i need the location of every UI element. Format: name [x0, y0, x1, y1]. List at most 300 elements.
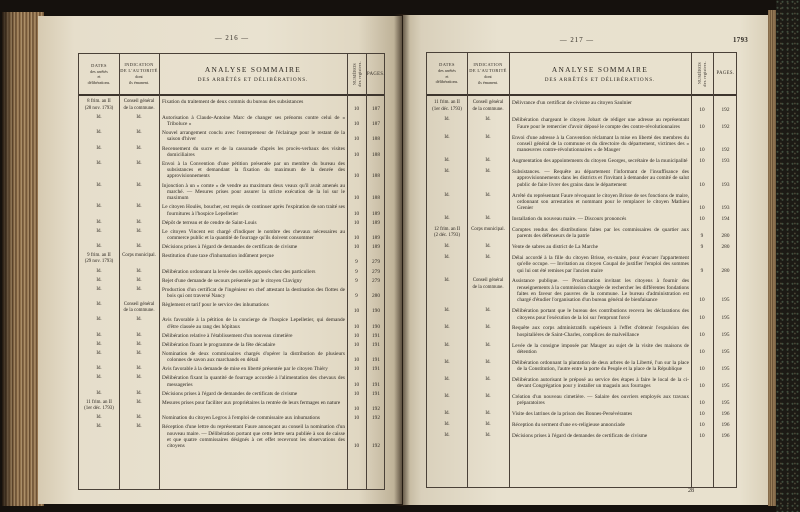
- table-row: [79, 350, 384, 365]
- entry-register-number: 10: [699, 422, 705, 429]
- entry-page-number: 196: [721, 433, 730, 440]
- entry-date: Id.: [444, 158, 450, 164]
- table-row: [79, 316, 384, 331]
- entry-authority: Id.: [136, 399, 142, 405]
- entry-analysis: Délibération chargeant le citoyen Jobart de rédiger une adresse au représentant Faure pour le remercier d'avoir déposé le compte des contre-révolutionnaires: [512, 117, 689, 130]
- header-line: DATES: [439, 62, 455, 68]
- entry-date: Id.: [444, 308, 450, 314]
- entry-register-number: 10: [699, 106, 705, 113]
- entry-authority: Id.: [485, 308, 491, 314]
- entry-date: 12 frim. an II (2 déc. 1793): [433, 226, 461, 239]
- entry-date: Id.: [444, 422, 450, 428]
- entry-analysis: Comptes rendus des distributions faites par les commissaires de quartier aux parents des défenseurs de la patrie: [512, 226, 689, 240]
- authority-column-header: [119, 54, 159, 94]
- entry-analysis: Réception du serment d'une ex-religieuse annonciade: [512, 422, 625, 429]
- entry-authority: Id.: [136, 341, 142, 347]
- header-line: des registres.: [702, 60, 707, 87]
- entry-authority: Conseil général de la commune.: [472, 278, 504, 290]
- entry-authority: Id.: [136, 114, 142, 120]
- table-header: [427, 53, 736, 96]
- entry-authority: Id.: [485, 422, 491, 428]
- entry-authority: Id.: [136, 277, 142, 283]
- entry-page-number: 192: [372, 406, 380, 413]
- page-number: — 217 —: [559, 37, 595, 44]
- entry-analysis: Nouvel arrangement conclu avec l'entrepreneur de l'éclairage pour le restant de la saison d'hiver: [162, 130, 345, 143]
- table-row: [79, 365, 384, 374]
- entry-analysis: Autorisation à Claude-Antoine Marc de changer ses prénoms contre celui de « Triboluce »: [162, 114, 345, 128]
- entry-page-number: 188: [372, 136, 380, 143]
- entry-authority: Id.: [485, 394, 491, 400]
- table-row: [79, 243, 384, 252]
- entry-register-number: 10: [353, 390, 360, 397]
- header-line: ils émanent.: [128, 80, 150, 85]
- table-row: [79, 276, 384, 285]
- entry-authority: Id.: [136, 332, 142, 338]
- entry-authority: Id.: [136, 350, 142, 356]
- table-row: [79, 160, 384, 182]
- entry-register-number: 9: [355, 292, 358, 299]
- header-title: ANALYSE SOMMAIRE: [551, 64, 649, 74]
- entry-register-number: 10: [353, 415, 360, 422]
- table-row: [427, 306, 736, 323]
- table-row: [79, 423, 384, 451]
- entry-page-number: 195: [721, 400, 730, 407]
- entry-analysis: Mesures prises pour faciliter aux propriétaires la rentrée de leurs fermages en nature: [162, 399, 341, 406]
- entry-date: Id.: [96, 268, 102, 274]
- entry-page-number: 188: [372, 195, 380, 202]
- table-row: [427, 358, 736, 375]
- entry-analysis: Délibération portant que le bureau des contributions recevra les déclarations des citoyens pour l'exécution de la loi sur l'emprunt forcé: [512, 308, 689, 321]
- entry-date: Id.: [96, 244, 102, 250]
- entry-date: Id.: [96, 219, 102, 225]
- entry-authority: Id.: [136, 182, 142, 188]
- header-line: ils émanent.: [477, 79, 499, 85]
- entry-page-number: 187: [372, 121, 380, 128]
- table-row: [427, 392, 736, 409]
- table-row: [427, 115, 736, 132]
- entry-analysis: Délibération autorisant le préposé au service des étapes à faire le local de la ci-devant Congrégation pour y installer un magasin aux fourrages: [512, 377, 689, 390]
- entry-page-number: 193: [721, 181, 730, 188]
- entry-authority: Corps municipal.: [122, 253, 156, 259]
- entry-page-number: 195: [721, 314, 730, 321]
- entry-analysis: Nomination de deux commissaires chargés d'opérer la distribution de plusieurs colonnes de savon aux marchands en détail: [162, 350, 345, 364]
- entry-date: Id.: [96, 228, 102, 234]
- entry-date: Id.: [444, 244, 450, 250]
- entry-page-number: 194: [721, 216, 730, 223]
- table-row: [427, 132, 736, 155]
- entry-authority: Id.: [136, 219, 142, 225]
- entry-register-number: 10: [699, 147, 705, 154]
- entry-page-number: 192: [721, 147, 730, 154]
- entry-page-number: 187: [372, 105, 380, 112]
- entry-analysis: Décisions prises à l'égard de demandes de certificats de civisme: [162, 390, 298, 397]
- table-row: [79, 374, 384, 389]
- entry-register-number: 10: [699, 400, 705, 407]
- entry-authority: Id.: [485, 433, 491, 439]
- entry-date: Id.: [444, 169, 450, 175]
- entry-authority: Id.: [136, 228, 142, 234]
- entry-register-number: 10: [353, 210, 360, 217]
- header-line: délibérations.: [87, 79, 111, 85]
- table-row: [427, 253, 736, 276]
- header-line: délibérations.: [435, 79, 459, 85]
- entry-register-number: 10: [353, 381, 360, 388]
- entry-date: 8 frim. an II (28 nov. 1793): [84, 99, 114, 111]
- entry-authority: Corps municipal.: [471, 226, 505, 232]
- entry-date: Id.: [444, 216, 450, 222]
- entry-analysis: Subsistances. — Requête au département l'informant de l'insuffisance des approvisionnements dans les districts et l'invitant à demander au comité de salut public de faire livrer des grains dans le département: [512, 169, 689, 188]
- entry-authority: Conseil général de la commune.: [123, 99, 155, 111]
- entry-register-number: 9: [355, 259, 358, 266]
- header-title: ANALYSE SOMMAIRE: [204, 65, 302, 74]
- dates-column-header: [79, 54, 119, 94]
- entry-register-number: 10: [353, 366, 360, 373]
- entry-register-number: 10: [699, 411, 705, 418]
- table-row: [79, 340, 384, 349]
- entry-analysis: Visite des latrines de la prison des Bonnes-Persévérantes: [512, 411, 633, 418]
- entry-authority: Id.: [485, 117, 491, 123]
- entry-page-number: 191: [372, 357, 380, 364]
- analysis-column-header: [509, 53, 691, 94]
- entry-register-number: 10: [353, 219, 360, 226]
- table-row: [79, 301, 384, 316]
- entry-analysis: Vente de sabres au district de La Marche: [512, 244, 599, 251]
- entry-register-number: 10: [699, 314, 705, 321]
- book-cover: [776, 0, 800, 512]
- entry-analysis: Fixation du traitement de deux commis du bureau des subsistances: [162, 99, 304, 106]
- entry-authority: Id.: [136, 130, 142, 136]
- table-row: [427, 276, 736, 306]
- entry-page-number: 188: [372, 151, 380, 158]
- page-edges-right: [768, 10, 776, 506]
- entry-authority: Id.: [485, 134, 491, 140]
- entry-date: Id.: [444, 325, 450, 331]
- entry-date: Id.: [444, 377, 450, 382]
- entry-page-number: 279: [372, 268, 380, 275]
- table-row: [427, 225, 736, 242]
- entry-page-number: 195: [721, 331, 730, 338]
- entry-analysis: Envoi à la Convention d'une pétition présentée par un membre du bureau des subsistances et demandant la fixation du maximum de la denrée des approvisionnements: [162, 160, 345, 180]
- entry-analysis: Décisions prises à l'égard de demandes de certificats de civisme: [512, 433, 648, 440]
- entry-date: 11 frim. an II (1er déc. 1793): [432, 100, 462, 112]
- entry-register-number: 10: [353, 105, 360, 112]
- registers-column-header: [347, 54, 366, 94]
- entry-date: 9 frim. an II (29 nov. 1793): [84, 253, 114, 265]
- entry-register-number: 10: [699, 297, 705, 304]
- entry-authority: Id.: [485, 192, 491, 198]
- entry-authority: Id.: [136, 415, 142, 421]
- entry-register-number: 10: [699, 205, 705, 212]
- entry-page-number: 191: [372, 332, 380, 339]
- entry-page-number: 193: [721, 158, 730, 165]
- table-row: [427, 156, 736, 167]
- entry-date: Id.: [96, 204, 102, 210]
- entry-authority: Conseil général de la commune.: [123, 302, 155, 314]
- table-row: [427, 431, 736, 442]
- entry-authority: Id.: [136, 390, 142, 396]
- table-row: [427, 420, 736, 431]
- entry-authority: Id.: [485, 359, 491, 365]
- entry-page-number: 189: [372, 210, 380, 217]
- entry-date: Id.: [444, 359, 450, 365]
- book-gutter: [394, 14, 410, 506]
- entry-page-number: 191: [372, 341, 380, 348]
- header-line: des registres.: [356, 61, 362, 87]
- entry-authority: Id.: [136, 317, 142, 323]
- table-row: [79, 218, 384, 227]
- entry-page-number: 280: [721, 267, 730, 274]
- table-row: [79, 331, 384, 340]
- entry-date: Id.: [96, 366, 102, 372]
- table-row: [427, 323, 736, 340]
- table-row: [427, 167, 736, 190]
- entry-date: Id.: [96, 302, 102, 308]
- entry-page-number: 192: [372, 443, 380, 450]
- table-row: [427, 340, 736, 357]
- entry-authority: Id.: [136, 286, 142, 292]
- table-row: [79, 267, 384, 276]
- entry-analysis: Délibération relative à l'établissement d'un nouveau cimetière: [162, 332, 293, 339]
- entry-analysis: Réception d'une lettre du représentant Faure annonçant au conseil la nomination d'un nouveau maire. — Délibération portant que cette lettre sera publiée à son de caisse et que quatre commissaires désignés à cet effet recevront les observations des citoyens: [162, 424, 345, 450]
- entry-date: Id.: [96, 415, 102, 421]
- header-line: PAGES.: [367, 71, 385, 77]
- entry-analysis: Requête aux corps administratifs supérieurs à l'effet d'obtenir l'expulsion des hospitalières de Saint-Charles, complices de malveillance: [512, 325, 689, 338]
- entry-date: Id.: [444, 278, 450, 284]
- pages-column-header: [366, 54, 386, 94]
- entry-analysis: Création d'un nouveau cimetière. — Salaire des ouvriers employés aux travaux préparatoires: [512, 394, 689, 407]
- entry-analysis: Arrêté du représentant Faure révoquant le citoyen Brisse de ses fonctions de maire, ordonnant son arrestation et nommant pour le remplacer le citoyen Mathieu Grenier: [512, 192, 689, 212]
- entry-date: Id.: [444, 411, 450, 417]
- dates-column-header: [427, 53, 467, 94]
- entry-page-number: 191: [372, 366, 380, 373]
- entry-date: Id.: [96, 160, 102, 166]
- entry-page-number: 192: [721, 123, 730, 130]
- entry-authority: Id.: [136, 145, 142, 151]
- header-line: PAGES.: [716, 71, 735, 76]
- entry-date: 11 frim. an II (1er déc. 1793): [84, 399, 114, 412]
- entry-date: Id.: [96, 317, 102, 323]
- table-row: [427, 98, 736, 115]
- entry-page-number: 279: [372, 259, 380, 266]
- entry-date: Id.: [96, 350, 102, 356]
- entry-analysis: Envoi d'une adresse à la Convention réclamant la mise en liberté des membres du conseil général de la commune et du directoire du département, victimes des « manœuvres contre-révolutionnaires » de Mauger: [512, 134, 689, 154]
- entry-analysis: Injonction à un « comte » de vendre au maximum deux veaux qu'il avait amenés au marché. — Mesures prises pour assurer la stricte exécution de la loi sur le maximum: [162, 182, 345, 202]
- page-number: — 216 —: [214, 35, 250, 42]
- entry-analysis: Le citoyen Houlès, boucher, est requis de continuer après l'expiration de son traité ses fournitures à l'hospice Lepelletier: [162, 204, 345, 217]
- running-year: 1793: [733, 37, 749, 44]
- entry-page-number: 192: [721, 106, 730, 113]
- entry-register-number: 10: [353, 308, 360, 315]
- entry-analysis: Production d'un certificat de l'ingénieur en chef attestant la destination des flottes de bois qui ont traversé Nancy: [162, 286, 345, 299]
- entry-page-number: 280: [721, 233, 730, 240]
- entry-page-number: 189: [372, 234, 380, 241]
- entry-authority: Id.: [136, 424, 142, 430]
- entry-page-number: 279: [372, 277, 380, 284]
- header-line: dont: [484, 73, 492, 79]
- entry-analysis: Délai accordé à la fille du citoyen Brisse, ex-maire, pour évacuer l'appartement qu'elle occupe. — Invitation au citoyen Coupal de justifier l'emploi des sommes qui lui ont été remises par l'ancien maire: [512, 254, 689, 274]
- table-row: [427, 375, 736, 392]
- entry-analysis: Rejet d'une demande de secours présentée par le citoyen Clavigny: [162, 277, 302, 284]
- entry-date: Id.: [444, 134, 450, 140]
- entry-register-number: 10: [699, 331, 705, 338]
- entry-analysis: Avis favorable à la demande de mise en liberté présentée par le citoyen Thiéry: [162, 366, 328, 373]
- entry-register-number: 10: [353, 136, 360, 143]
- entry-authority: Id.: [485, 377, 491, 382]
- entry-register-number: 9: [700, 233, 704, 240]
- pages-column-header: [713, 53, 738, 94]
- entry-analysis: Délibération ordonnant la plantation de deux arbres de la Liberté, l'un sur la place de la Constitution, l'autre entre la porte du Peuple et la place de la République: [512, 359, 689, 373]
- entry-date: Id.: [96, 277, 102, 283]
- entry-analysis: Délibération ordonnant la levée des scellés apposés chez des particuliers: [162, 268, 316, 275]
- table-row: [79, 252, 384, 267]
- entry-date: Id.: [96, 424, 102, 430]
- table-row: [79, 113, 384, 128]
- entry-date: Id.: [96, 286, 102, 292]
- entry-page-number: 189: [372, 219, 380, 226]
- table-row: [427, 409, 736, 420]
- entry-page-number: 195: [721, 366, 730, 373]
- entry-page-number: 195: [721, 348, 730, 355]
- table-row: [79, 389, 384, 398]
- entry-page-number: 190: [372, 323, 380, 330]
- entry-authority: Id.: [136, 204, 142, 210]
- entry-authority: Id.: [485, 254, 491, 260]
- entry-page-number: 280: [721, 244, 730, 251]
- entry-analysis: Décisions prises à l'égard de demandes de certificats de civisme: [162, 244, 298, 251]
- entry-authority: Id.: [485, 342, 491, 348]
- entry-analysis: Recensement du sucre et de la cassonade d'après les procès-verbaux des visites domiciliaires: [162, 145, 345, 158]
- entry-date: Id.: [96, 341, 102, 347]
- entry-register-number: 9: [355, 268, 358, 275]
- table-row: [79, 203, 384, 218]
- table-row: [79, 98, 384, 113]
- entry-register-number: 10: [353, 406, 360, 413]
- entry-register-number: 10: [353, 323, 360, 330]
- entry-analysis: Installation du nouveau maire. — Discours prononcés: [512, 216, 627, 223]
- entry-page-number: 191: [372, 381, 380, 388]
- entry-page-number: 280: [372, 292, 380, 299]
- entry-page-number: 190: [372, 308, 380, 315]
- entry-date: Id.: [444, 192, 450, 198]
- table-body: [79, 96, 384, 489]
- entry-page-number: 195: [721, 297, 730, 304]
- header-line: et: [97, 74, 101, 80]
- entry-analysis: Dépôt de terreau et de cendre de Saint-Louis: [162, 219, 257, 226]
- entry-analysis: Règlement et tarif pour le service des inhumations: [162, 302, 269, 309]
- table-row: [79, 227, 384, 242]
- table-row: [79, 285, 384, 300]
- entry-date: Id.: [444, 342, 450, 348]
- header-line: des arrêtés: [438, 68, 456, 74]
- registers-column-header: [691, 53, 713, 94]
- header-line: INDICATION: [124, 62, 154, 68]
- entry-authority: Id.: [136, 375, 142, 381]
- entry-register-number: 10: [699, 158, 705, 165]
- table-row: [79, 414, 384, 423]
- entry-analysis: Délivrance d'un certificat de civisme au citoyen Saulnier: [512, 100, 632, 107]
- entry-register-number: 10: [353, 151, 360, 158]
- table-row: [427, 190, 736, 213]
- entry-date: Id.: [444, 117, 450, 123]
- header-line: NUMÉROS: [351, 62, 357, 86]
- header-subtitle: DES ARRÊTÉS ET DÉLIBÉRATIONS.: [197, 77, 309, 83]
- entry-register-number: 10: [699, 383, 705, 390]
- entry-date: Id.: [96, 375, 102, 381]
- entry-authority: Id.: [136, 366, 142, 372]
- entry-register-number: 9: [355, 277, 358, 284]
- entry-register-number: 10: [699, 123, 705, 130]
- entry-register-number: 10: [699, 366, 705, 373]
- entry-analysis: Nomination du citoyen Legros à l'emploi de commissaire aux inhumations: [162, 415, 320, 422]
- entry-register-number: 10: [353, 195, 360, 202]
- entry-date: Id.: [96, 182, 102, 188]
- entry-authority: Id.: [485, 169, 491, 175]
- register-table: [78, 53, 385, 490]
- entry-authority: Id.: [136, 268, 142, 274]
- entry-page-number: 188: [372, 173, 380, 180]
- entry-register-number: 10: [353, 234, 360, 241]
- table-row: [427, 214, 736, 225]
- register-table: [426, 52, 737, 488]
- entry-date: Id.: [96, 114, 102, 120]
- entry-authority: Id.: [485, 216, 491, 222]
- entry-register-number: 10: [353, 332, 360, 339]
- entry-authority: Id.: [485, 411, 491, 417]
- entry-register-number: 10: [699, 216, 705, 223]
- entry-register-number: 10: [353, 173, 360, 180]
- entry-register-number: 10: [353, 357, 360, 364]
- entry-date: Id.: [96, 130, 102, 136]
- entry-authority: Id.: [485, 325, 491, 331]
- entry-authority: Conseil général de la commune.: [472, 100, 504, 112]
- header-line: des arrêtés: [90, 68, 108, 74]
- header-line: NUMÉROS: [697, 62, 702, 85]
- entry-register-number: 10: [699, 181, 705, 188]
- entry-date: Id.: [444, 254, 450, 260]
- analysis-column-header: [159, 54, 347, 94]
- entry-page-number: 189: [372, 244, 380, 251]
- entry-page-number: 196: [721, 411, 730, 418]
- header-line: DE L'AUTORITÉ: [469, 67, 507, 73]
- table-row: [79, 129, 384, 144]
- entry-analysis: Augmentation des appointements du citoyen Georges, secrétaire de la municipalité: [512, 158, 688, 165]
- entry-register-number: 9: [700, 244, 704, 251]
- entry-date: Id.: [444, 394, 450, 400]
- entry-authority: Id.: [485, 158, 491, 164]
- entry-analysis: Restitution d'une taxe d'inhumation indûment perçue: [162, 253, 274, 260]
- entry-analysis: Délibération fixant la quantité de fourrage accordée à l'alimentation des chevaux des messageries: [162, 375, 345, 388]
- entry-analysis: Délibération fixant le programme de la fête décadaire: [162, 341, 276, 348]
- entry-page-number: 196: [721, 422, 730, 429]
- entry-register-number: 10: [699, 348, 705, 355]
- header-line: dont: [135, 74, 143, 80]
- entry-register-number: 10: [353, 443, 360, 450]
- header-line: DE L'AUTORITÉ: [120, 68, 158, 74]
- table-row: [427, 242, 736, 253]
- entry-authority: Id.: [136, 160, 142, 166]
- entry-page-number: 191: [372, 390, 380, 397]
- entry-page-number: 193: [721, 205, 730, 212]
- entry-analysis: Assistance publique. — Proclamation invitant les citoyens à fournir des renseignements à la commission chargée de rechercher les différentes fondations faites en faveur des pauvres de la commune. Le bureau d'administration est chargé d'étudier l'organisation d'un bureau général de bienfaisance: [512, 278, 689, 304]
- header-line: INDICATION: [473, 61, 503, 67]
- table-row: [79, 144, 384, 159]
- entry-date: Id.: [444, 433, 450, 439]
- table-row: [79, 398, 384, 413]
- authority-column-header: [467, 53, 509, 94]
- entry-analysis: Avis favorable à la pétition de la concierge de l'hospice Lepelletier, qui demande d'être classée au rang des hôpitaux: [162, 317, 345, 330]
- entry-authority: Id.: [136, 244, 142, 250]
- entry-page-number: 192: [372, 415, 380, 422]
